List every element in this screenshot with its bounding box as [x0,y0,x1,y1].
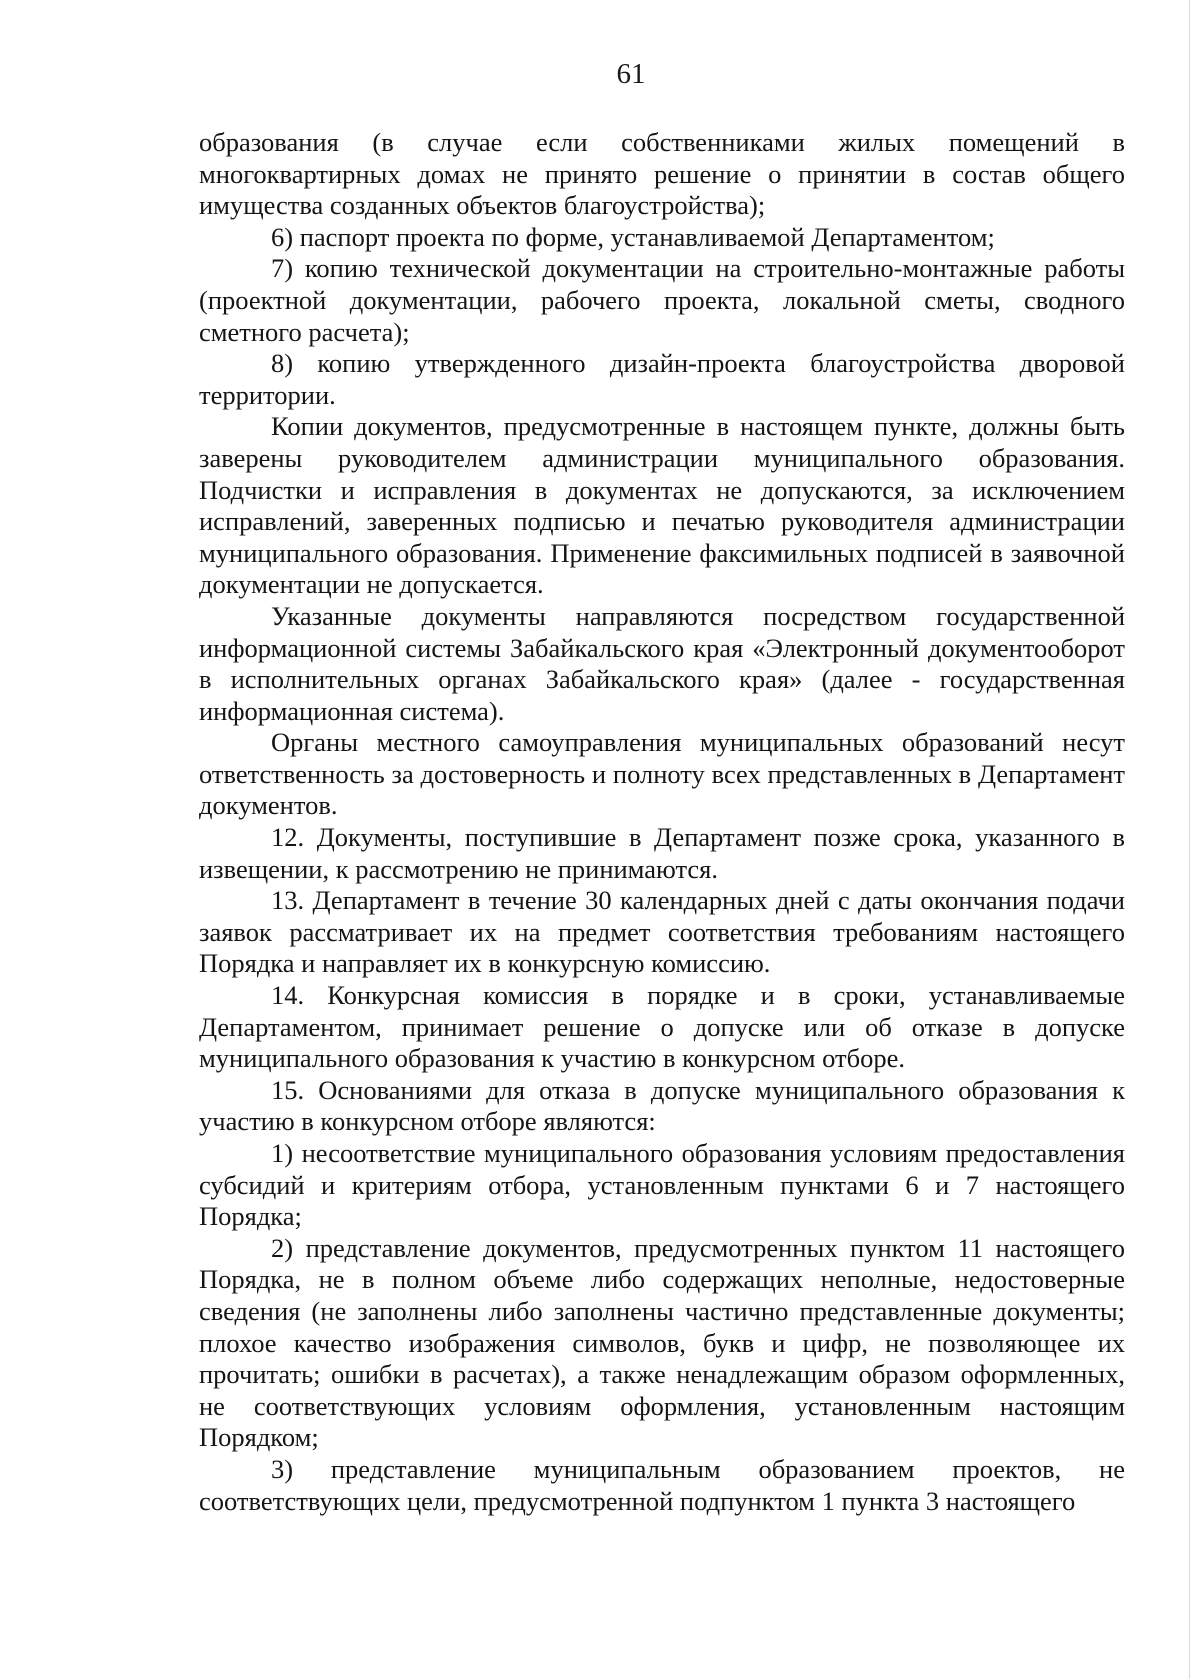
paragraph-ground-3: 3) представление муниципальным образованием проектов, не соответствующих цели, предусмотренной подпунктом 1 пункта 3 настоящего [199,1453,1125,1516]
paragraph-clause-13: 13. Департамент в течение 30 календарных дней с даты окончания подачи заявок рассматривает их на предмет соответствия требованиям настоящего Порядка и направляет их в конкурсную комиссию. [199,885,1125,979]
paragraph-clause-15: 15. Основаниями для отказа в допуске муниципального образования к участию в конкурсном отборе являются: [199,1074,1125,1137]
paragraph-clause-12: 12. Документы, поступившие в Департамент позже срока, указанного в извещении, к рассмотрению не принимаются. [199,822,1125,884]
document-body [199,127,1125,1517]
paragraph-responsibility: Органы местного самоуправления муниципальных образований несут ответственность за достоверность и полноту всех представленных в Департамент документов. [199,727,1125,821]
paragraph-item-6: 6) паспорт проекта по форме, устанавливаемой Департаментом; [271,221,995,252]
paragraph-clause-14: 14. Конкурсная комиссия в порядке и в сроки, устанавливаемые Департаментом, принимает решение о допуске или об отказе в допуске муниципального образования к участию в конкурсном отборе. [199,980,1125,1074]
page-number: 61 [616,58,646,90]
scan-edge-divider [1189,0,1190,1679]
paragraph-continuation: образования (в случае если собственниками жилых помещений в многоквартирных домах не принято решение о принятии в состав общего имущества созданных объектов благоустройства); [199,127,1125,221]
paragraph-item-7: 7) копию технической документации на строительно-монтажные работы (проектной документации, рабочего проекта, локальной сметы, сводного сметного расчета); [199,253,1125,347]
paragraph-ground-1: 1) несоответствие муниципального образования условиям предоставления субсидий и критериям отбора, установленным пунктами 6 и 7 настоящего Порядка; [199,1138,1125,1232]
paragraph-submission-system: Указанные документы направляются посредством государственной информационной системы Забайкальского края «Электронный документооборот в исполнительных органах Забайкальского края» (далее - государственная информационная система). [199,600,1125,726]
paragraph-item-8: 8) копию утвержденного дизайн-проекта благоустройства дворовой территории. [199,348,1125,410]
paragraph-ground-2: 2) представление документов, предусмотренных пунктом 11 настоящего Порядка, не в полном объеме либо содержащих неполные, недостоверные сведения (не заполнены либо заполнены частично представленные документы; плохое качество изображения символов, букв и цифр, не позволяющее их прочитать; ошибки в расчетах), а также ненадлежащим образом оформленных, не соответствующих условиям оформления, установленным настоящим Порядком; [199,1232,1125,1453]
paragraph-copies-certification: Копии документов, предусмотренные в настоящем пункте, должны быть заверены руководителем администрации муниципального образования. Подчистки и исправления в документах не допускаются, за исключением исправлений, заверенных подписью и печатью руководителя администрации муниципального образования. Применение факсимильных подписей в заявочной документации не допускается. [199,411,1125,600]
